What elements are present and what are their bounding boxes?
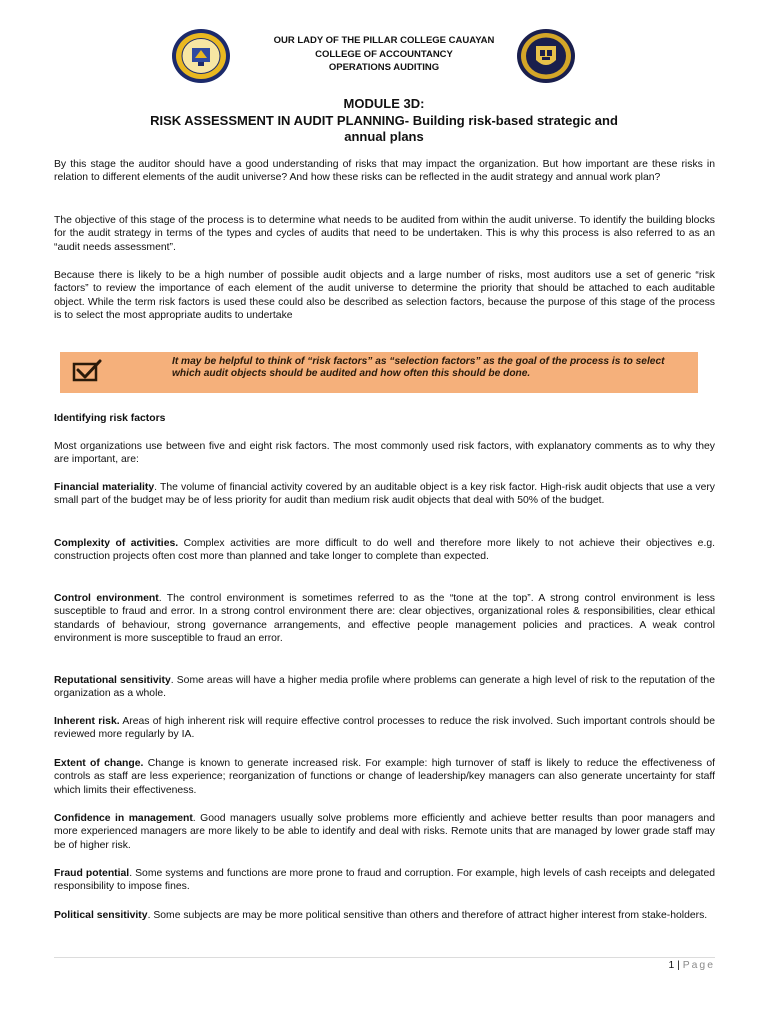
factor-term: Confidence in management: [54, 813, 193, 824]
factor-complexity: [54, 537, 715, 564]
factor-text: Change is known to generate increased risk. For example: high turnover of staff is likely to reduce the effectiveness of controls as staff are less experience; reorganization of functions or change of leadership/key managers can also generate uncertainty for staff which limits their effectiveness.: [54, 758, 715, 796]
intro-paragraph-3: Because there is likely to be a high number of possible audit objects and a large number of risks, most auditors use a set of generic “risk factors” to review the importance of each element of the audit universe to determine the priority that should be attached to each auditable object. While the term risk factors is used these could also be described as selection factors, because the purpose of this stage of the process is to select the most appropriate audits to undertake: [54, 270, 715, 322]
college-seal-logo: [171, 28, 231, 84]
page-header: [0, 26, 768, 86]
factor-confidence-in-management: [54, 812, 715, 852]
school-name-block: [240, 34, 528, 75]
page-label: Page: [682, 960, 715, 971]
module-title: [60, 96, 708, 146]
factor-text: . The volume of financial activity covered by an auditable object is a key risk factor. High-risk audit objects that use a very small part of the budget may be of less priority for audit than medium risk audit objects that deal with 50% of the budget.: [54, 482, 715, 507]
factor-fraud-potential: [54, 867, 715, 894]
factor-text: Complex activities are more difficult to do well and therefore more likely to not achieve their objectives e.g. construction projects often cost more than planned and take longer to complete than expected.: [54, 538, 715, 563]
module-label: MODULE 3D:: [343, 96, 425, 111]
footer-divider: [54, 957, 715, 958]
factor-control-environment: [54, 592, 715, 646]
factor-term: Complexity of activities.: [54, 538, 179, 549]
factor-extent-of-change: [54, 757, 715, 797]
callout-box: [60, 352, 698, 393]
factor-inherent-risk: [54, 715, 715, 742]
factor-term: Extent of change.: [54, 758, 144, 769]
factor-term: Inherent risk.: [54, 716, 120, 727]
page-number: 1: [668, 960, 675, 971]
factor-term: Fraud potential: [54, 868, 130, 879]
section-lead: Most organizations use between five and eight risk factors. The most commonly used risk factors, with explanatory comments as to why they are important, are:: [54, 441, 715, 466]
factor-political-sensitivity: [54, 909, 715, 922]
page-footer: [620, 960, 715, 971]
factor-text: . Some areas will have a higher media profile where problems can generate a high level of risk to the reputation of the organization as a whole.: [54, 675, 715, 700]
course-name: OPERATIONS AUDITING: [328, 62, 440, 73]
checkbox-icon: [66, 358, 112, 386]
page-separator: |: [674, 960, 683, 971]
factor-term: Control environment: [54, 593, 159, 604]
factor-text: . The control environment is sometimes referred to as the “tone at the top”. A strong control environment is less susceptible to fraud and error. In a strong control environment there are: clear objectives, organizational roles & responsibilities, clear ethical standards of behaviour, strong governance arrangements, and effective people management policies and practices. A weak control environment is more susceptible to fraud an error.: [54, 593, 715, 645]
college-name: COLLEGE OF ACCOUNTANCY: [315, 48, 453, 60]
factor-text: . Good managers usually solve problems more efficiently and achieve better results than poor managers and more experienced managers are more likely to be able to identify and deal with risks. Remote units that are managed by lower grade staff may be of higher risk.: [54, 813, 715, 851]
module-heading-line-2: annual plans: [344, 129, 424, 144]
intro-paragraph-1: By this stage the auditor should have a good understanding of risks that may impact the organization. But how important are these risks in relation to different elements of the audit universe? And how these risks can be reflected in the audit strategy and annual work plan?: [54, 159, 715, 184]
factor-reputational-sensitivity: [54, 674, 715, 701]
intro-paragraph-2: The objective of this stage of the process is to determine what needs to be audited from within the audit universe. To identify the building blocks for the audit strategy in terms of the types and cycles of audits that need to be undertaken. This is why this process is also referred to as an “audit needs assessment”.: [54, 215, 715, 253]
factor-text: Areas of high inherent risk will require effective control processes to reduce the risk involved. Such important controls should be reviewed more regularly by IA.: [54, 716, 715, 741]
factor-term: Financial materiality: [54, 482, 155, 493]
factor-term: Reputational sensitivity: [54, 675, 171, 686]
module-heading-line-1: RISK ASSESSMENT IN AUDIT PLANNING- Building risk-based strategic and: [150, 112, 618, 128]
factor-text: . Some subjects are may be more political sensitive than others and therefore of attract higher interest from stake-holders.: [147, 910, 708, 921]
factor-term: Political sensitivity: [54, 910, 148, 921]
accountancy-seal-logo: [516, 28, 576, 84]
section-heading: Identifying risk factors: [54, 413, 166, 424]
callout-text: It may be helpful to think of “risk factors” as “selection factors” as the goal of the process is to select which audit objects should be audited and how often this should be done.: [172, 356, 665, 379]
school-name: OUR LADY OF THE PILLAR COLLEGE CAUAYAN: [273, 35, 495, 46]
factor-text: . Some systems and functions are more prone to fraud and corruption. For example, high levels of cash receipts and delegated responsibility to impose fines.: [54, 868, 715, 893]
factor-financial-materiality: [54, 481, 715, 508]
